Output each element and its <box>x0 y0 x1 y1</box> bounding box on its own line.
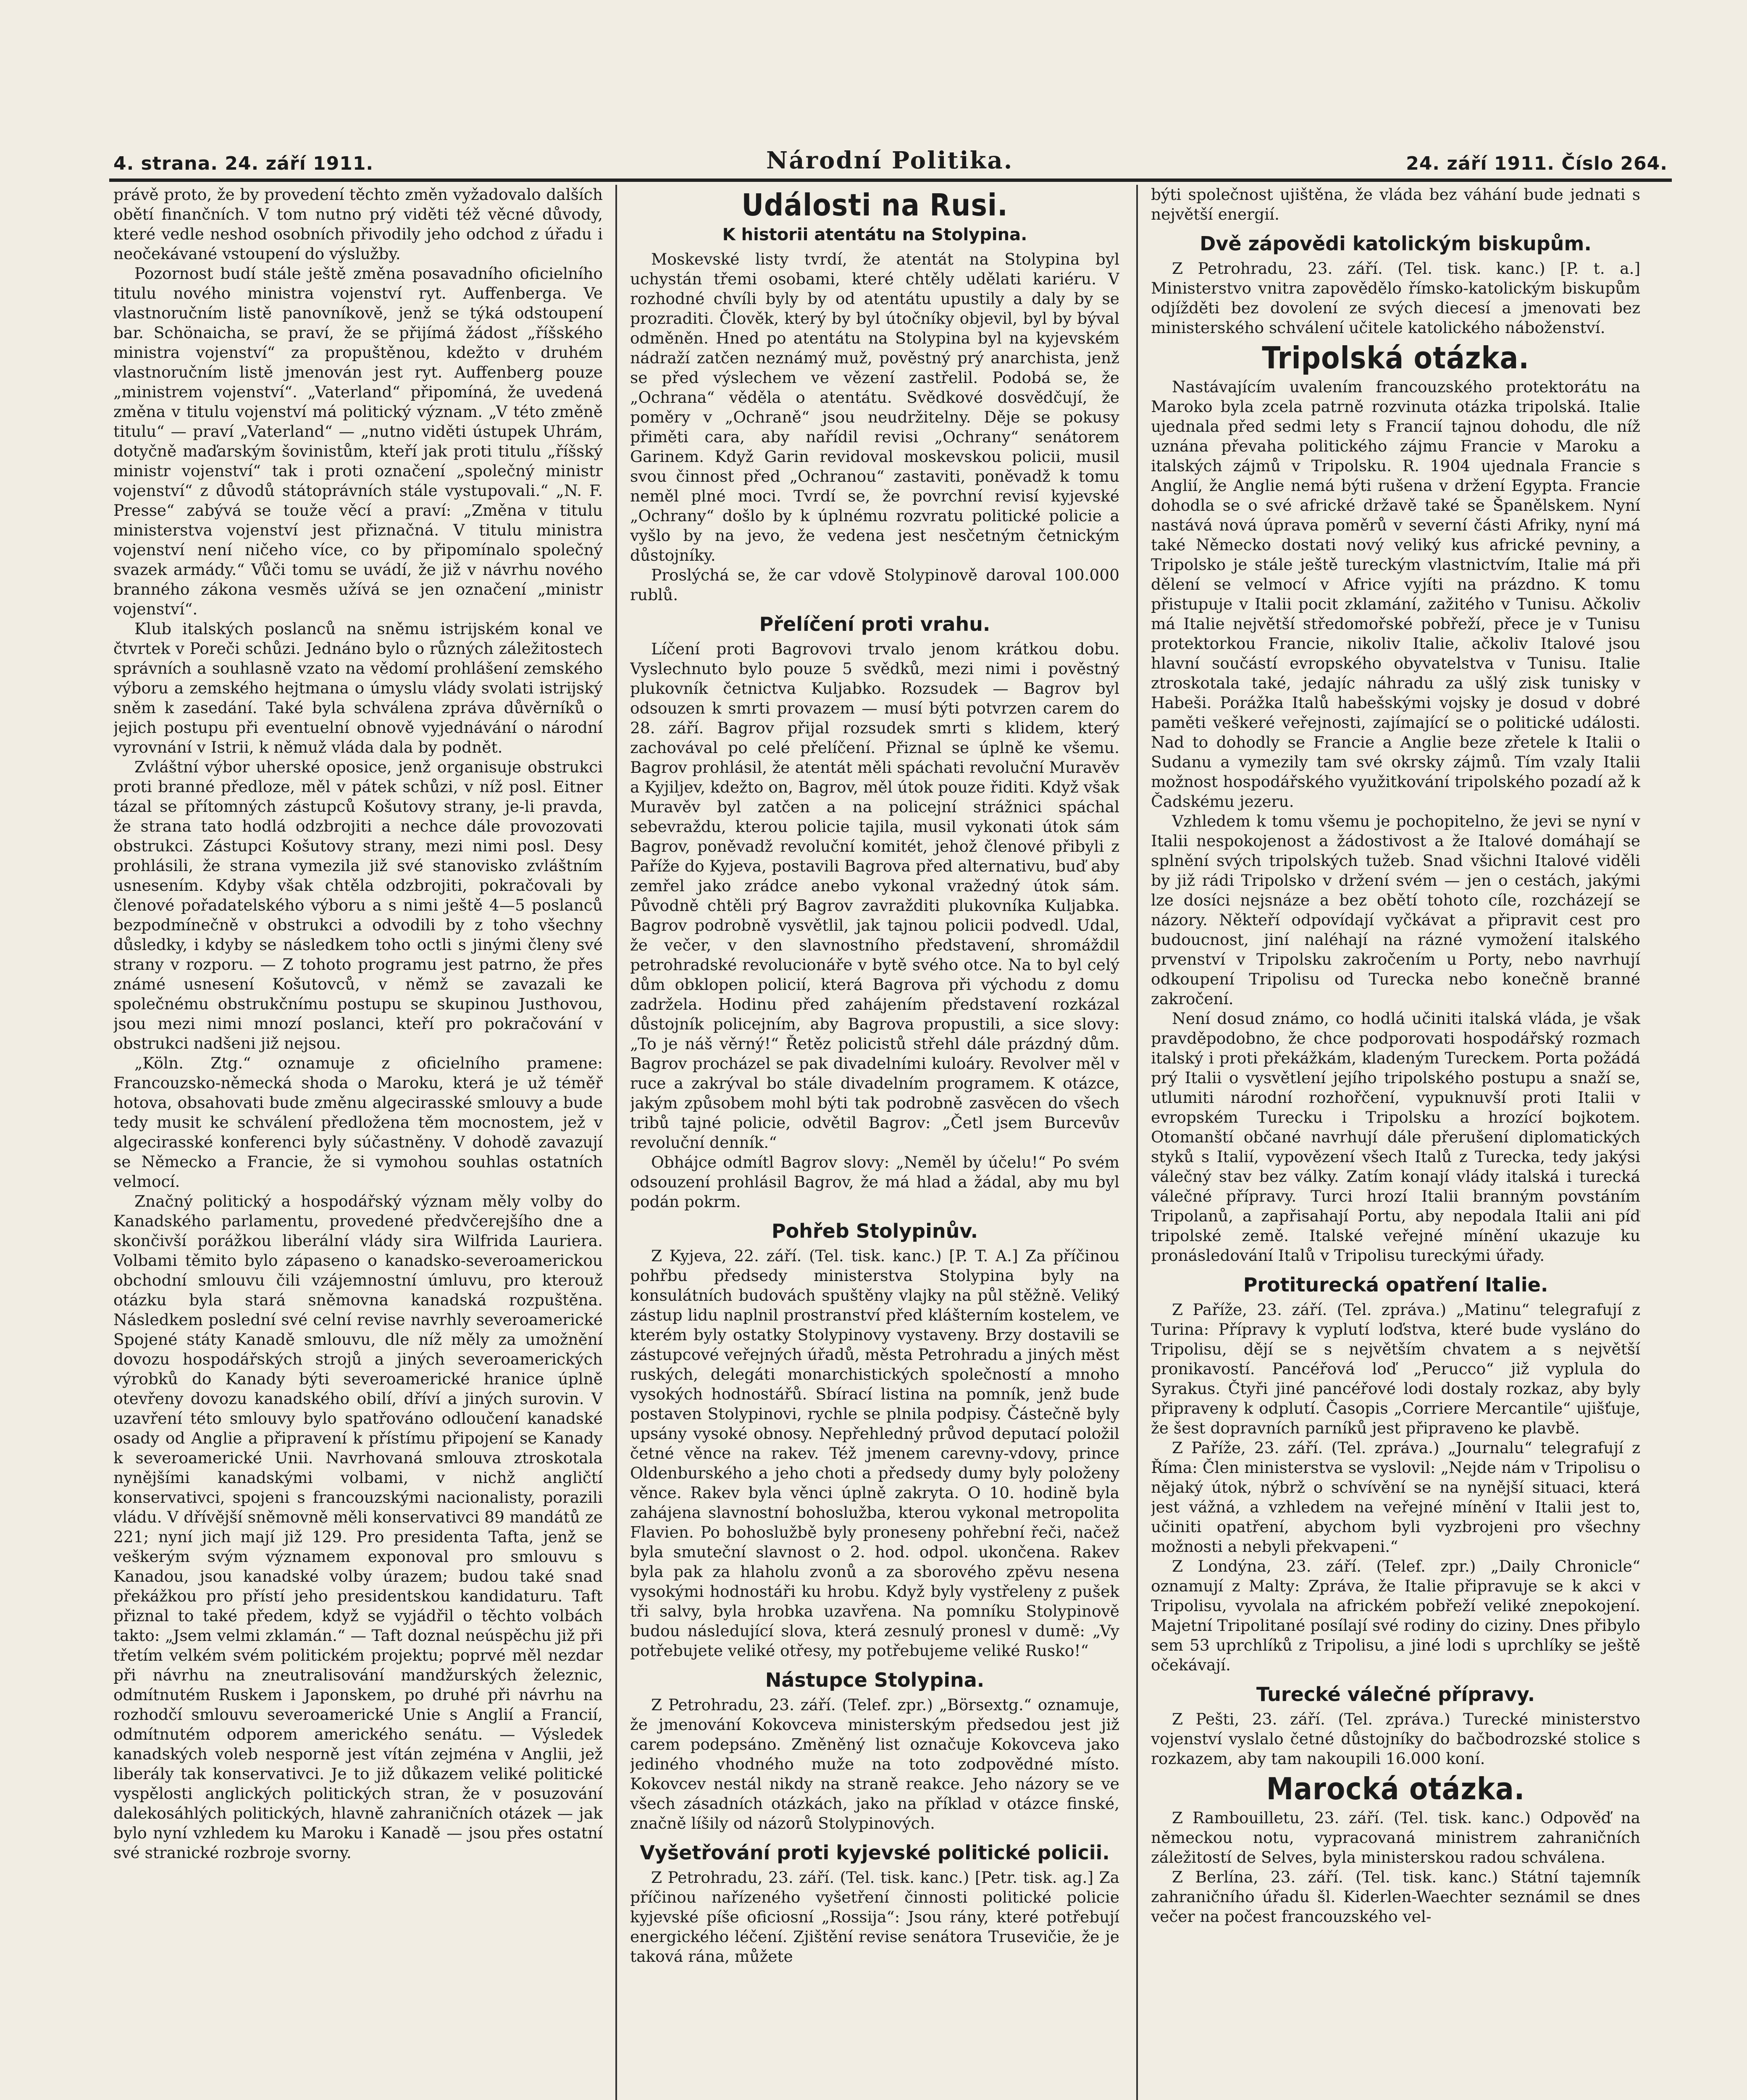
article-headline: K historii atentátu na Stolypina. <box>722 225 1027 244</box>
paragraph: právě proto, že by provedení těchto změn vyžadovalo dalších obětí finančních. V tom nutno prý viděti též věcné důvody, které vedle neshod osobních přivodily jeho odchod z úřadu i neočekávané vstoupení do výslužby. <box>113 185 603 263</box>
section-headline: Marocká otázka. <box>1266 1771 1525 1806</box>
paragraph: Z Pešti, 23. září. (Tel. zpráva.) Turecké ministerstvo vojenství vyslalo četné důstojníky do bačbodrozské stolice s rozkazem, aby tam nakoupili 16.000 koní. <box>1151 1710 1640 1768</box>
page-header <box>113 141 1668 174</box>
paragraph: Z Petrohradu, 23. září. (Tel. tisk. kanc.) [P. t. a.] Ministerstvo vnitra zapovědělo římsko-katolickým biskupům odjížděti bez dovolení ze svých diecesí a jmenovati bez ministerského schválení učitele katolického náboženství. <box>1151 259 1640 337</box>
newspaper-title: Národní Politika. <box>766 147 1014 174</box>
paragraph: Není dosud známo, co hodlá učiniti italská vláda, je však pravděpodobno, že chce podporovati hospodářský rozmach italský i proti překážkám, kladeným Tureckem. Porta požádá prý Italii o vysvětlení jejího tripolského postupu a snaží se, utlumiti národní rozhořčení, vypuknuvší proti Italii v evropském Turecku i Tripolsku a hrozící bojkotem. Otomanští občané navrhují dále přerušení diplomatických styků s Italií, vypovězení všech Italů z Turecka, tedy jakýsi válečný stav bez války. Zatím konají vlády italská i turecká válečné přípravy. Turci hrozí Italii branným povstáním Tripolanů, a zapřisahají Portu, aby nepodala Italii ani píď tripolské země. Italské veřejné mínění ukazuje ku pronásledování Italů v Tripolisu tureckými úřady. <box>1151 1009 1640 1265</box>
column-divider <box>1136 185 1138 2100</box>
column-1 <box>113 185 603 2100</box>
paragraph: Obhájce odmítl Bagrov slovy: „Neměl by účelu!“ Po svém odsouzení prohlásil Bagrov, že má hlad a žádal, aby mu byl podán pokrm. <box>630 1153 1119 1211</box>
paragraph: Z Petrohradu, 23. září. (Telef. zpr.) „Börsextg.“ oznamuje, že jmenování Kokovceva ministerským předsedou jest již carem podepsáno. Změněný list označuje Kokovceva jako jediného vhodného muže na toto zodpovědné místo. Kokovcev nestál nikdy na straně reakce. Jeho názory se ve všech zásadních otázkách, jako na příklad v otázce finské, značně líšily od názorů Stolypinových. <box>630 1696 1119 1832</box>
paragraph: Líčení proti Bagrovovi trvalo jenom krátkou dobu. Vyslechnuto bylo pouze 5 svědků, mezi nimi i pověstný plukovník četnictva Kuljabko. Rozsudek — Bagrov byl odsouzen k smrti provazem — musí býti potvrzen carem do 28. září. Bagrov přijal rozsudek smrti s klidem, který zachovával po celé přelíčení. Přiznal se úplně ke všemu. Bagrov prohlásil, že atentát měli spáchati revoluční Muravěv a Kyjiljev, kdežto on, Bagrov, měl útok pouze řiditi. Když však Muravěv byl zatčen a na policejní strážnici spáchal sebevraždu, kterou policie tajila, musil vykonati útok sám Bagrov, poněvadž revoluční komitét, jehož členové přibyli z Paříže do Kyjeva, postavili Bagrova před alternativu, buď aby zemřel jako zrádce anebo vykonal vražedný útok sám. Původně chtěli prý Bagrov zavražditi plukovníka Kuljabka. Bagrov podrobně vysvětlil, jak tajnou policii podvedl. Udal, že večer, v den slavnostního představení, shromáždil petrohradské revolucionáře v bytě svého otce. Na to byl celý dům obklopen policií, která Bagrova při východu z domu zadržela. Hodinu před zahájením představení rozkázal důstojník policejním, aby Bagrova propustili, a sice slovy: „To je náš věrný!“ Řetěz policistů střehl dále prázdný dům. Bagrov procházel se pak divadelními kuloáry. Revolver měl v ruce a zakrýval bo stále divadelním programem. K otázce, jakým způsobem mohl býti tak podrobně zasvěcen do všech tribů tajné policie, odvětil Bagrov: „Četl jsem Burcevův revoluční denník.“ <box>630 640 1119 1152</box>
paragraph: Pozornost budí stále ještě změna posavadního oficielního titulu nového ministra vojenství ryt. Auffenberga. Ve vlastnoručním listě panovníkově, jenž se týká odstoupení bar. Schönaicha, se praví, že se přijímá žádost „říšského ministra vojenství“ za propuštěnou, kdežto v druhém vlastnoručním listě jmenován jest ryt. Auffenberg pouze „ministrem vojenství“. „Vaterland“ připomíná, že uvedená změna v titulu vojenství má politický význam. „V této změně titulu“ — praví „Vaterland“ — „nutno viděti ústupek Uhrám, dotyčně maďarským šovinistům, kteří jak proti titulu „říšský ministr vojenství“ tak i proti označení „společný ministr vojenství“ z důvodů státoprávních stále vystupovali.“ „N. F. Presse“ zabývá se touže věcí a praví: „Změna v titulu ministerstva vojenství jest přiznačná. V titulu ministra vojenství není ničeho více, co by připomínalo společný svazek armády.“ Vůči tomu se uvádí, že již v návrhu nového branného zákona vesměs užívá se jen označení „ministr vojenství“. <box>113 264 603 618</box>
column-2 <box>630 185 1119 2100</box>
paragraph: Zvláštní výbor uherské oposice, jenž organisuje obstrukci proti branné předloze, měl v pátek schůzi, v níž posl. Eitner tázal se přítomných zástupců Košutovy strany, je-li pravda, že strana tato hodlá odzbrojiti a nechce dále provozovati obstrukci. Zástupci Košutovy strany, mezi nimi posl. Desy prohlásili, že strana vymezila již své stanovisko zvláštním usnesením. Kdyby však chtěla odzbrojiti, pokračovali by členové pořadatelského výboru a s nimi ještě 4—5 poslanců bezpodmínečně v obstrukci a odvodili by z toho všechny důsledky, i kdyby se následkem toho octli s jinými členy své strany v rozporu. — Z tohoto programu jest patrno, že přes známé usnesení Košutovců, v němž se zavazali ke společnému obstrukčnímu postupu se skupinou Justhovou, jsou mezi nimi mnozí poslanci, kteří pro pokračování v obstrukci nadšeni již nejsou. <box>113 758 603 1053</box>
article-headline: Nástupce Stolypina. <box>765 1669 985 1691</box>
section-headline: Události na Rusi. <box>741 187 1008 223</box>
paragraph: Klub italských poslanců na sněmu istrijském konal ve čtvrtek v Poreči schůzi. Jednáno bylo o různých záležitostech správních a souhlasně vzato na vědomí prohlášení zemského výboru a zemského hejtmana o úmyslu vlády svolati istrijský sněm k zasedání. Také byla schválena zpráva důvěrníků o jejich postupu při eventuelní obnově vyjednávání o národní vyrovnání v Istrii, k němuž vláda dala by podnět. <box>113 620 603 756</box>
article-headline: Pohřeb Stolypinův. <box>771 1220 978 1242</box>
column-divider <box>615 185 617 2100</box>
paragraph: „Köln. Ztg.“ oznamuje z oficielního pramene: Francouzsko-německá shoda o Maroku, která je už téměř hotova, obsahovati bude změnu algecirasské smlouvy a bude tedy musit ke schválení předložena těm mocnostem, jež v algecirasské konferenci byly súčastněny. V dohodě zavazují se Německo a Francie, že si vymohou souhlas ostatních velmocí. <box>113 1054 603 1191</box>
paragraph: býti společnost ujištěna, že vláda bez váhání bude jednati s největší energií. <box>1151 185 1640 223</box>
paragraph: Moskevské listy tvrdí, že atentát na Stolypina byl uchystán třemi osobami, které chtěly udělati kariéru. V rozhodné chvíli byly by od atentátu upustily a daly by se prozraditi. Člověk, který by byl útočníky objevil, byl by býval odměněn. Hned po atentátu na Stolypina byl na kyjevském nádraží zatčen neznámý muž, pověstný prý anarchista, jenž se před výslechem ve vězení zastřelil. Podobá se, že „Ochrana“ věděla o atentátu. Svědkové dosvědčují, že poměry v „Ochraně“ jsou neudržitelny. Děje se pokusy přiměti cara, aby nařídil revisi „Ochrany“ senátorem Garinem. Když Garin revidoval moskevskou policii, musil svou činnost před „Ochranou“ zastaviti, poněvadž k tomu neměl plné moci. Tvrdí se, že povrchní revisí kyjevské „Ochrany“ došlo by k úplnému rozvratu politické policie a vyšlo by na jevo, že vedena jest nesčetným četnickým důstojníky. <box>630 250 1119 564</box>
paragraph: Z Rambouilletu, 23. září. (Tel. tisk. kanc.) Odpověď na německou notu, vypracovaná ministrem zahraničních záležitostí de Selves, byla ministerskou radou schválena. <box>1151 1809 1640 1866</box>
section-headline: Tripolská otázka. <box>1262 340 1529 375</box>
header-rule <box>109 178 1672 182</box>
article-headline: Dvě zápovědi katolickým biskupům. <box>1200 232 1592 255</box>
paragraph: Vzhledem k tomu všemu je pochopitelno, že jevi se nyní v Italii nespokojenost a žádostivost a že Italové domáhají se splnění svých tripolských tužeb. Snad všichni Italové viděli by již rádi Tripolsko v držení svém — jen o cestách, jakými lze dosíci nejsnáze a bez obětí tohoto cíle, rozcházejí se názory. Někteří odpovídají vyčkávat a připravit cest pro budoucnost, jiní naléhají na rázné vymožení italského prvenství v Tripolsku zakročením u Porty, nebo navrhují odkoupení Tripolisu od Turecka nebo konečně branné zakročení. <box>1151 812 1640 1008</box>
paragraph: Značný politický a hospodářský význam měly volby do Kanadského parlamentu, provedené předvčerejšího dne a skončivší porážkou liberální vlády sira Wilfrida Lauriera. Volbami těmito bylo zápaseno o kanadsko-severoamerickou obchodní smlouvu čili vzájemnostní úmluvu, pro kterouž otázku byla stará sněmovna kanadská rozpuštěna. Následkem poslední své celní revise navrhly severoamerické Spojené státy Kanadě smlouvu, dle níž měly za umožnění dovozu hospodářských strojů a jiných severoamerických výrobků do Kanady býti severoamerické hranice úplně otevřeny dovozu kanadského obilí, dříví a jiných surovin. V uzavření této smlouvy bylo spatřováno odloučení kanadské osady od Anglie a připravení k přístímu připojení se Kanady k severoamerické Unii. Navrhovaná smlouva ztroskotala nynějšími kanadskými volbami, v nichž angličtí konservativci, spojeni s francouzskými nacionalisty, porazili vládu. V dřívější sněmovně měli konservativci 89 mandátů ze 221; nyní jich mají již 129. Pro presidenta Tafta, jenž se veškerým svým významem exponoval pro smlouvu s Kanadou, jsou kanadské volby úrazem; budou také snad překážkou pro přístí jeho presidentskou kandidaturu. Taft přiznal to také předem, když se vyjádřil o těchto volbách takto: „Jsem velmi zklamán.“ — Taft doznal neúspěchu již při třetím velkém svém politickém projektu; poprvé měl nezdar při návrhu na zneutralisování mandžurských železnic, odmítnutém Ruskem i Japonskem, po druhé při návrhu na rozhodčí smlouvu severoamerické Unie s Anglií a Francií, odmítnutém odporem amerického senátu. — Výsledek kanadských voleb nesporně jest vítán zejména v Anglii, jež liberály tak konservativci. Je to již důkazem veliké politické vyspělosti anglických politických stran, že v posuzování dalekosáhlých politických, hlavně zahraničních otázek — jak bylo nyní vzhledem ku Maroku i Kanadě — jsou přes ostatní své stranické rozbroje svorny. <box>113 1192 603 1862</box>
column-3 <box>1151 185 1640 2100</box>
header-issue-number: 24. září 1911. Číslo 264. <box>1406 153 1668 174</box>
paragraph: Z Kyjeva, 22. září. (Tel. tisk. kanc.) [P. T. A.] Za příčinou pohřbu předsedy ministerstva Stolypina byly na konsulátních budovách spuštěny vlajky na půl stěžně. Veliký zástup lidu naplnil prostranství před klášterním kostelem, ve kterém byly ostatky Stolypinovy vystaveny. Brzy dostavili se zástupcové veřejných úřadů, města Petrohradu a jiných měst ruských, delegáti monarchistických společností a mnoho vysokých hodnostářů. Sbírací listina na pomník, jenž bude postaven Stolypinovi, rychle se plnila podpisy. Částečně byly upsány vysoké obnosy. Nepřehledný průvod deputací položil četné věnce na rakev. Též jmenem carevny-vdovy, prince Oldenburského a jeho choti a předsedy dumy byly položeny věnce. Rakev byla věnci úplně zakryta. O 10. hodině byla zahájena slavnostní bohoslužba, kterou vykonal metropolita Flavien. Po bohoslužbě byly proneseny pohřební řeči, načež byla smuteční slavnost o 2. hod. odpol. ukončena. Rakev byla pak za hlaholu zvonů a za sborového zpěvu nesena vysokými hodnostáři ku hrobu. Když byly vystřeleny z pušek tři salvy, byla hrobka uzavřena. Na pomníku Stolypinově budou následující slova, která zesnulý pronesl v dumě: „Vy potřebujete veliké otřesy, my potřebujeme veliké Rusko!“ <box>630 1247 1119 1660</box>
article-headline: Vyšetřování proti kyjevské politické policii. <box>640 1841 1110 1864</box>
paragraph: Z Petrohradu, 23. září. (Tel. tisk. kanc.) [Petr. tisk. ag.] Za příčinou nařízeného vyšetření činnosti politické policie kyjevské píše oficiosní „Rossija“: Jsou rány, které potřebují energického léčení. Zjištění revise senátora Trusevičie, že je taková rána, můžete <box>630 1868 1119 1966</box>
article-headline: Protiturecká opatření Italie. <box>1243 1273 1548 1296</box>
article-headline: Přelíčení proti vrahu. <box>759 613 990 635</box>
paragraph: Z Paříže, 23. září. (Tel. zpráva.) „Journalu“ telegrafují z Říma: Člen ministerstva se vyslovil: „Nejde nám v Tripolisu o nějaký útok, nýbrž o schvívění se na nynější situaci, která jest vážná, a vzhledem na veřejné mínění v Italii jest to, učiniti opatření, abychom byli vyzbrojeni pro všechny možnosti a nebyli překvapeni.“ <box>1151 1438 1640 1556</box>
article-headline: Turecké válečné přípravy. <box>1256 1683 1535 1706</box>
paragraph: Proslýchá se, že car vdově Stolypinově daroval 100.000 rublů. <box>630 566 1119 604</box>
paragraph: Z Londýna, 23. září. (Telef. zpr.) „Daily Chronicle“ oznamují z Malty: Zpráva, že Italie připravuje se k akci v Tripolisu, vyvolala na africkém pobřeží veliké znepokojení. Majetní Tripolitané posílají své rodiny do ciziny. Dnes přibylo sem 53 uprchlíků z Tripolisu, a jiné lodi s uprchlíky se ještě očekávají. <box>1151 1557 1640 1674</box>
header-page-date: 4. strana. 24. září 1911. <box>113 153 374 174</box>
paragraph: Nastávajícím uvalením francouzského protektorátu na Maroko byla zcela patrně rozvinuta otázka tripolská. Italie ujednala před sedmi lety s Francií tajnou dohodu, dle níž uznána převaha politického zájmu Francie v Maroku a italských zájmů v Tripolsku. R. 1904 ujednala Francie s Anglií, že Anglie nemá býti rušena v držení Egypta. Francie dohodla se o své africké državě také se Španělskem. Nyní nastává nová úprava poměrů v severní části Afriky, nyní má také Německo dostati nový veliký kus africké pevniny, a Tripolsko je stále ještě tureckým vlastnictvím, Italie má při dělení se velmocí v Africe vyjíti na prázdno. K tomu přistupuje v Italii pocit zklamání, zažitého v Tunisu. Ačkoliv má Italie největší středomořské pobřeží, přece je v Tunisu protektorkou Francie, nikoliv Italie, ačkoliv Italové jsou hlavní součástí evropského obyvatelstva v Tunisu. Italie ztroskotala také, jedajíc náhradu za ušlý zisk tunisky v Habeši. Porážka Italů habešskými vojsky je dosud v dobré paměti veškeré veřejnosti, zajímající se o politické události. Nad to dohodly se Francie a Anglie beze zřetele k Italii o Sudanu a vymezily tam své okrsky zájmů. Tím vzaly Italii možnost hospodářského využitkování tripolského pozadí až k Čadskému jezeru. <box>1151 378 1640 811</box>
paragraph: Z Paříže, 23. září. (Tel. zpráva.) „Matinu“ telegrafují z Turina: Přípravy k vyplutí loďstva, které bude vysláno do Tripolisu, dějí se s největším chvatem a s největší pronikavostí. Pancéřová loď „Perucco“ již vyplula do Syrakus. Čtyři jiné pancéřové lodi dostaly rozkaz, aby byly připraveny k odplutí. Časopis „Corriere Mercantile“ ujišťuje, že šest dopravních parníků jest připraveno ke plavbě. <box>1151 1300 1640 1437</box>
paragraph: Z Berlína, 23. září. (Tel. tisk. kanc.) Státní tajemník zahraničního úřadu šl. Kiderlen-Waechter seznámil se dnes večer na počest francouzského vel- <box>1151 1868 1640 1926</box>
